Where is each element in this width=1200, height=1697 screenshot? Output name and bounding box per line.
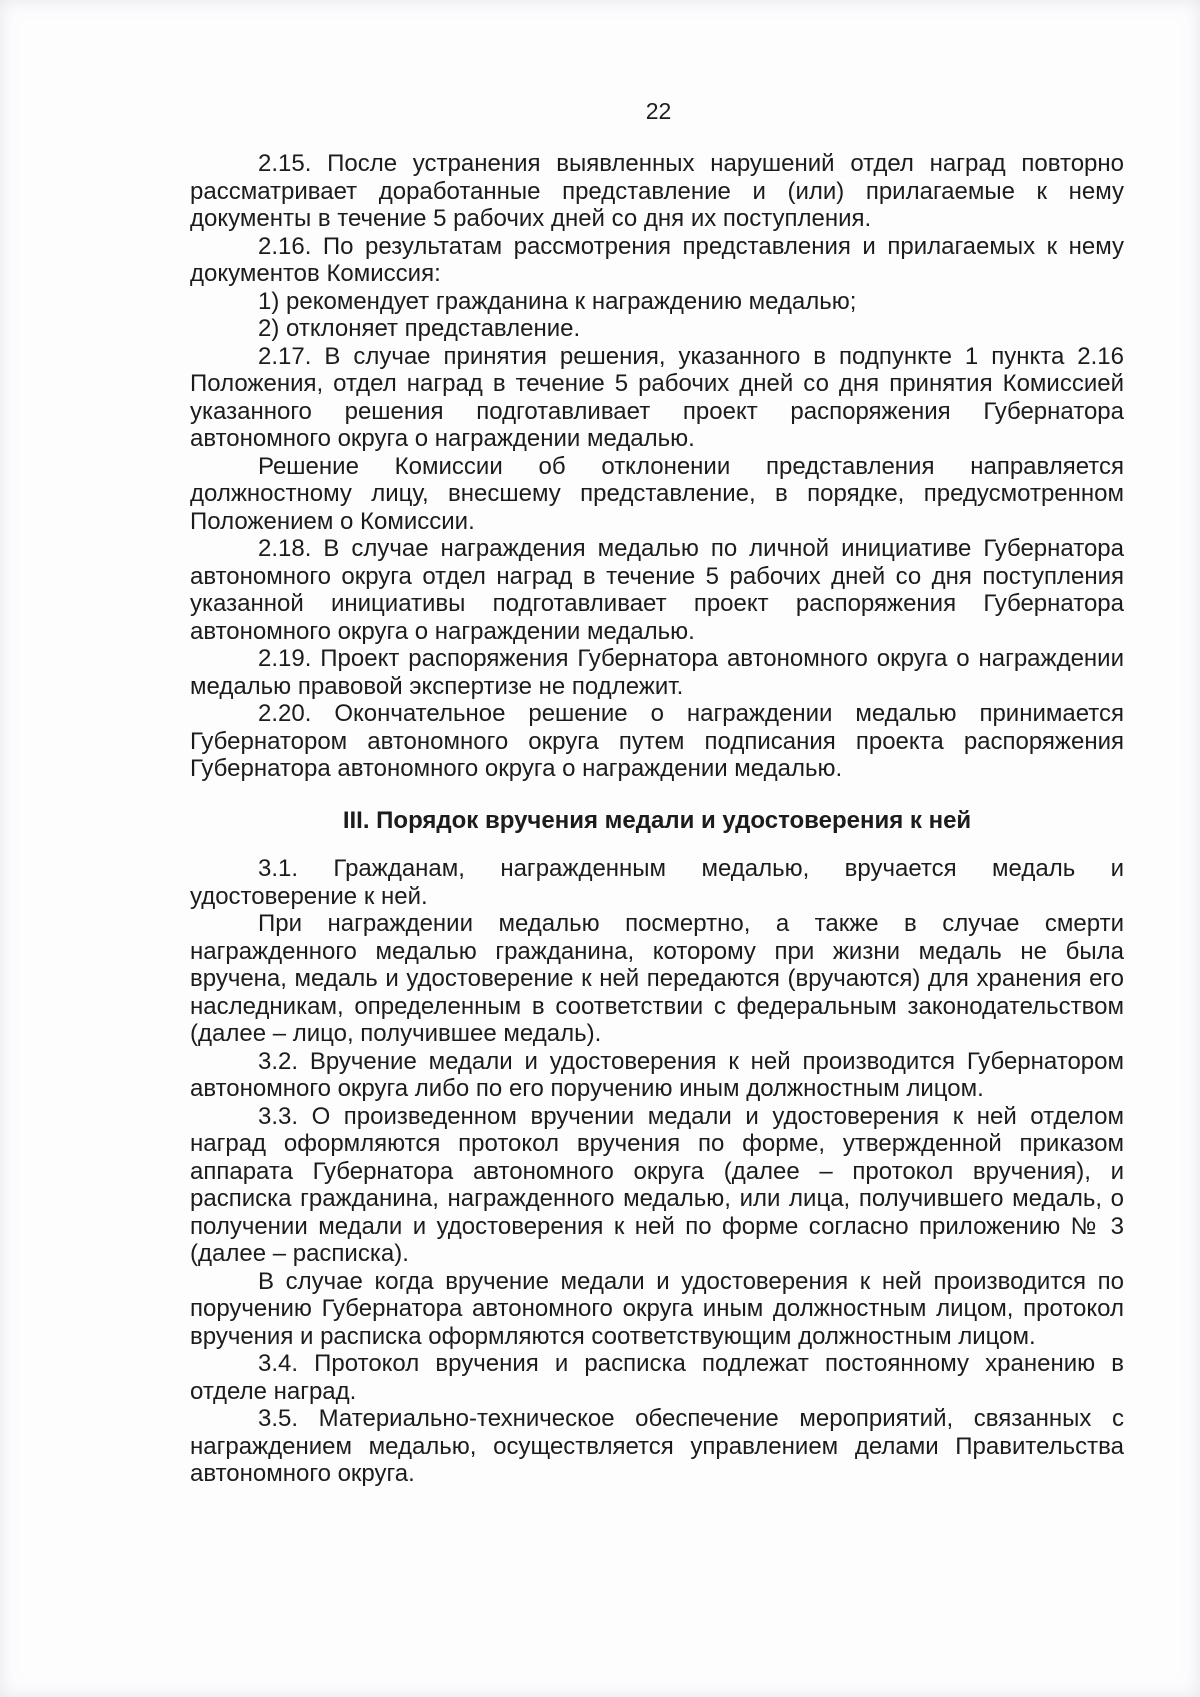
list-item-2: 2) отклоняет представление. (258, 315, 581, 342)
paragraph-3-1-continued: При награждении медалью посмертно, а также в случае смерти награжденного медалью гражданина, которому при жизни медаль не была вручена, медаль и удостоверение к ней передаются (вручаются) для хранения его наследникам, определенным в соответствии с федеральным законодательством (далее – лицо, получившее медаль). (190, 910, 1124, 1047)
paragraph-2-15: 2.15. После устранения выявленных нарушений отдел наград повторно рассматривает доработанные представление и (или) прилагаемые к нему документы в течение 5 рабочих дней со дня их поступления. (190, 150, 1124, 232)
section-heading: III. Порядок вручения медали и удостоверения к ней (342, 806, 972, 834)
paragraph-3-4: 3.4. Протокол вручения и расписка подлежат постоянному хранению в отделе наград. (190, 1350, 1124, 1405)
paragraph-3-3: 3.3. О произведенном вручении медали и удостоверения к ней отделом наград оформляются протокол вручения по форме, утвержденной приказом аппарата Губернатора автономного округа (далее – протокол вручения), и расписка гражданина, награжденного медалью, или лица, получившего медаль, о получении медали и удостоверения к ней по форме согласно приложению № 3 (далее – расписка). (190, 1102, 1124, 1267)
page-number: 22 (645, 98, 672, 124)
paragraph-2-17: 2.17. В случае принятия решения, указанного в подпункте 1 пункта 2.16 Положения, отдел наград в течение 5 рабочих дней со дня принятия Комиссией указанного решения подготавливает проект распоряжения Губернатора автономного округа о награждении медалью. (190, 342, 1124, 452)
paragraph-3-5: 3.5. Материально-техническое обеспечение мероприятий, связанных с награждением медалью, осуществляется управлением делами Правительства автономного округа. (190, 1405, 1124, 1487)
paragraph-3-1: 3.1. Гражданам, награжденным медалью, вручается медаль и удостоверение к ней. (190, 855, 1124, 910)
paragraph-3-3-continued: В случае когда вручение медали и удостоверения к ней производится по поручению Губернатора автономного округа иным должностным лицом, протокол вручения и расписка оформляются соответствующим должностным лицом. (190, 1267, 1124, 1350)
paragraph-2-16: 2.16. По результатам рассмотрения представления и прилагаемых к нему документов Комиссия: (190, 232, 1124, 287)
paragraph-2-20: 2.20. Окончательное решение о награждении медалью принимается Губернатором автономного округа путем подписания проекта распоряжения Губернатора автономного округа о награждении медалью. (190, 700, 1124, 782)
paragraph-2-17-continued: Решение Комиссии об отклонении представления направляется должностному лицу, внесшему представление, в порядке, предусмотренном Положением о Комиссии. (190, 452, 1124, 535)
paragraph-3-2: 3.2. Вручение медали и удостоверения к ней производится Губернатором автономного округа либо по его поручению иным должностным лицом. (190, 1047, 1124, 1102)
paragraph-2-19: 2.19. Проект распоряжения Губернатора автономного округа о награждении медалью правовой экспертизе не подлежит. (190, 645, 1124, 700)
paragraph-2-18: 2.18. В случае награждения медалью по личной инициативе Губернатора автономного округа отдел наград в течение 5 рабочих дней со дня поступления указанной инициативы подготавливает проект распоряжения Губернатора автономного округа о награждении медалью. (190, 535, 1124, 645)
list-item-1: 1) рекомендует гражданина к награждению медалью; (258, 287, 857, 315)
document-body (190, 150, 1124, 1488)
